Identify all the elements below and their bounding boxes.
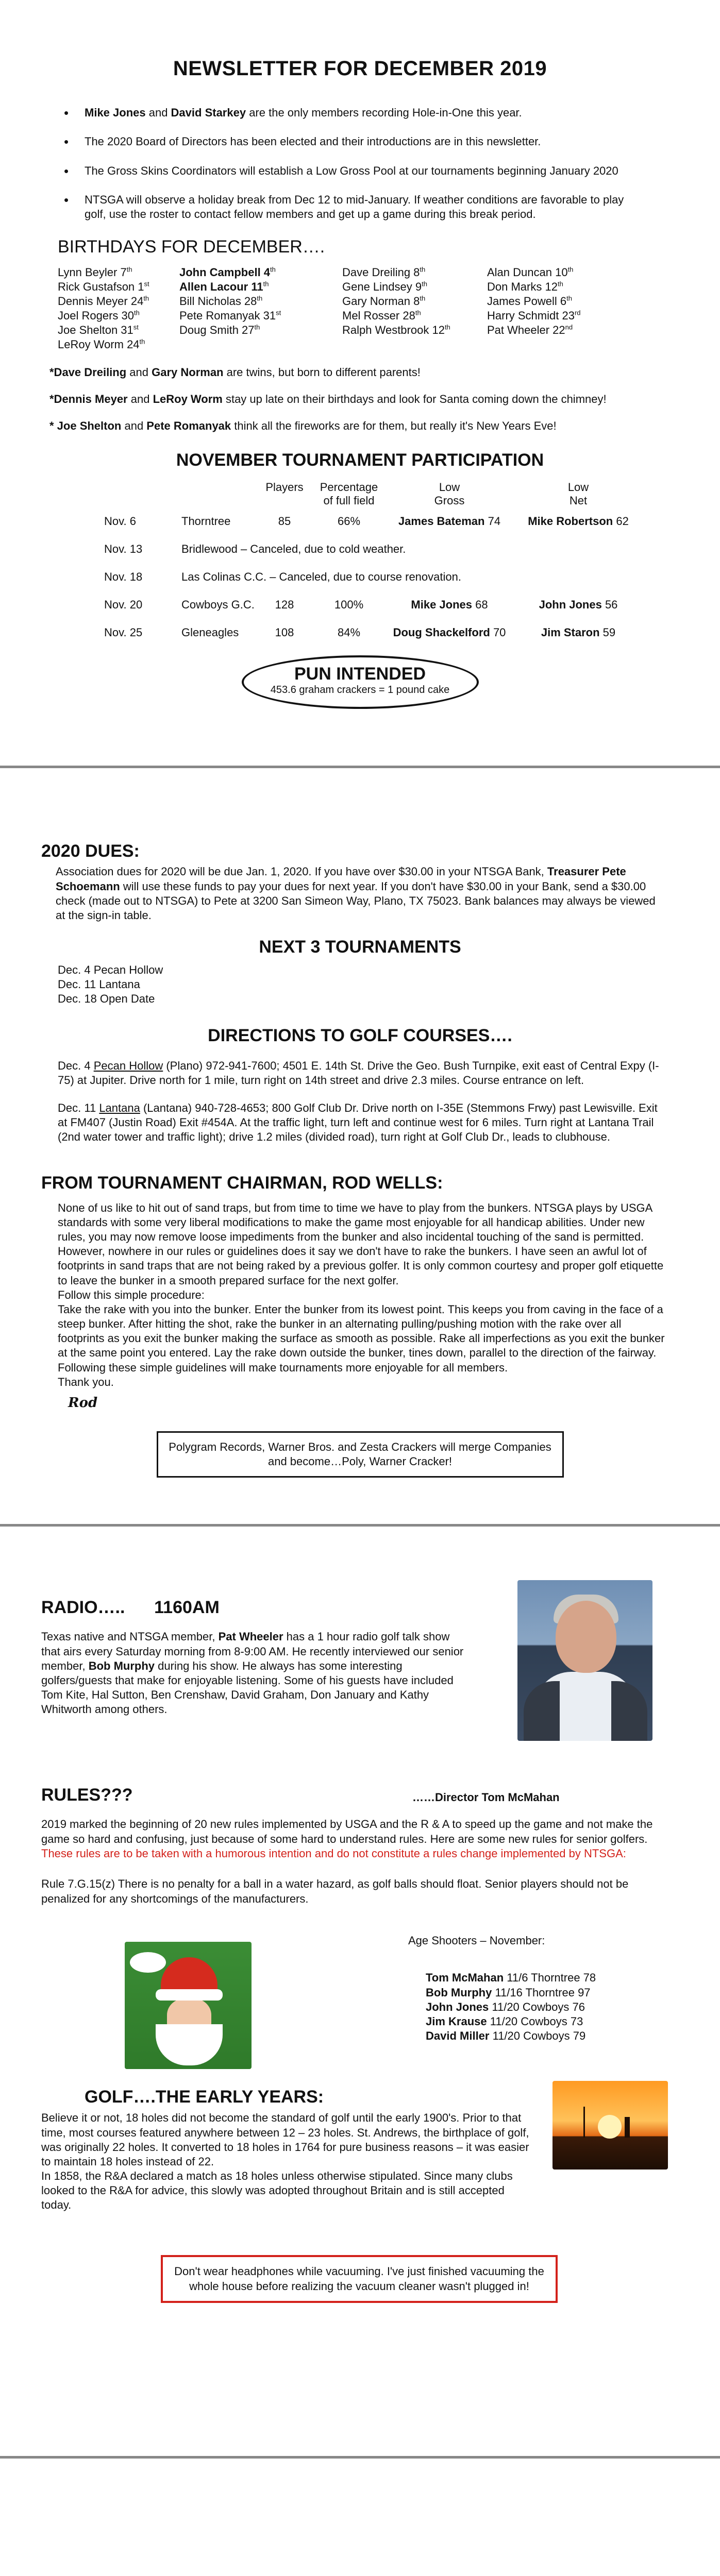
ordinal-suffix: th <box>143 295 149 303</box>
rules-rule: Rule 7.G.15(z) There is no penalty for a ball in a water hazard, as golf balls should float. Senior players should not be penalized for any shortcomings of the manufacturers. <box>41 1877 629 1905</box>
member-name: *Dennis Meyer <box>49 393 128 406</box>
shooter-detail: 11/20 Cowboys 73 <box>487 2014 583 2028</box>
birthday-column <box>487 265 621 352</box>
score: 70 <box>490 625 506 639</box>
score: 59 <box>599 625 616 639</box>
cell-low-net <box>511 625 645 653</box>
page-4 <box>0 2562 720 2576</box>
cell-low-net <box>511 514 645 542</box>
member-name: LeRoy Worm <box>153 393 223 406</box>
next-tournaments-heading: NEXT 3 TOURNAMENTS <box>259 937 461 957</box>
announcement-item: • NTSGA will observe a holiday break from Dec 12 to mid-January. If weather conditions are favorable to play golf, use the roster to contact fellow members and get up a game during this break period. <box>62 193 639 222</box>
photo-detail <box>556 1601 616 1673</box>
birthday-entry <box>179 280 329 294</box>
table-row <box>104 514 645 542</box>
joke-box: Polygram Records, Warner Bros. and Zesta Crackers will merge Companies and become…Poly, Warner Cracker! <box>157 1431 564 1478</box>
photo-detail <box>161 1957 217 1993</box>
ordinal-suffix: th <box>133 309 140 317</box>
ordinal-suffix: st <box>144 280 149 289</box>
member-name: Bob Murphy <box>426 1986 492 1999</box>
paragraph: In 1858, the R&A declared a match as 18 holes unless otherwise stipulated. Since many clubs looked to the R&A for advice, this slowly was adopted throughout Britain and is still accepted today. <box>41 2170 513 2212</box>
birthday-entry <box>58 337 166 352</box>
pun-text: 453.6 graham crackers = 1 pound cake <box>270 684 450 696</box>
ordinal-suffix: rd <box>574 309 581 317</box>
text: Dec. 4 <box>58 1059 94 1072</box>
ordinal-suffix: th <box>557 280 563 289</box>
ordinal-suffix: th <box>126 266 132 274</box>
age-shooters-heading: Age Shooters – November: <box>408 1934 545 1947</box>
cell-players: 85 <box>278 514 291 528</box>
birthday-entry <box>342 265 474 280</box>
member-name: *Dave Dreiling <box>49 366 127 379</box>
paragraph: Following these simple guidelines will make tournaments more enjoyable for all members. <box>58 1361 508 1374</box>
age-shooter-entry <box>426 1971 596 1985</box>
text: RADIO….. <box>41 1598 125 1618</box>
ordinal-suffix: th <box>263 280 269 289</box>
score: 62 <box>613 514 629 528</box>
score: 68 <box>472 598 488 611</box>
birthday-name: Gary Norman 8 <box>342 295 420 308</box>
chairman-heading: FROM TOURNAMENT CHAIRMAN, ROD WELLS: <box>41 1173 443 1193</box>
birthday-name: Allen Lacour 11 <box>179 280 263 294</box>
birthday-entry <box>58 294 166 309</box>
ordinal-suffix: th <box>422 280 427 289</box>
newsletter-title: NEWSLETTER FOR DECEMBER 2019 <box>173 57 547 80</box>
list-item: Dec. 18 Open Date <box>58 992 155 1005</box>
age-shooter-entry <box>426 1986 596 2000</box>
photo-detail <box>156 2024 223 2065</box>
birthday-note <box>49 365 668 380</box>
cell-low-gross <box>388 514 511 542</box>
paragraph: Take the rake with you into the bunker. Enter the bunker from its lowest point. This keeps you from caving in the face of a steep bunker. After hitting the shot, rake the bunker in an alternating pulling/pushing motion with the rake over all footprints as you exit the bunker making the surface as smooth as possible. Rake all imperfections as you exit the bunker at the same point you entered. Lay the rake down outside the bunker, tines down, parallel to the direction of the fairway. <box>58 1302 665 1360</box>
birthday-entry <box>58 323 166 337</box>
text: will use these funds to pay your dues for next year. If you don't have $30.00 in your Bank, send a $30.00 check (made out to NTSGA) to Pete at 3200 San Simeon Way, Plano, TX 75023. Bank balances may always be viewed at the sign-in table. <box>56 879 656 922</box>
birthday-name: Gene Lindsey 9 <box>342 280 422 294</box>
birthday-entry <box>342 294 474 309</box>
header-low-net <box>511 481 645 514</box>
photo-detail <box>625 2117 630 2138</box>
birthday-name: Pat Wheeler 22 <box>487 324 565 337</box>
member-name: Jim Krause <box>426 2014 487 2028</box>
table-row <box>104 625 645 653</box>
dues-heading: 2020 DUES: <box>41 841 140 861</box>
cell-players: 108 <box>275 625 294 639</box>
radio-heading <box>41 1597 220 1619</box>
header-low-gross <box>388 481 511 514</box>
birthday-name: Doug Smith 27 <box>179 324 255 337</box>
birthday-entry <box>58 265 166 280</box>
cell-date: Nov. 18 <box>104 570 143 583</box>
shooter-detail: 11/16 Thorntree 97 <box>492 1986 591 1999</box>
directions-lantana <box>58 1101 666 1144</box>
photo-detail <box>583 2107 585 2138</box>
birthday-name: Alan Duncan 10 <box>487 266 568 279</box>
text: Association dues for 2020 will be due Jan. 1, 2020. If you have over $30.00 in your NTSGA Bank, <box>56 865 547 878</box>
ordinal-suffix: th <box>566 295 572 303</box>
cell-course: Cowboys G.C. <box>181 598 255 611</box>
member-name: David Starkey <box>171 106 246 120</box>
cell-canceled: Bridlewood – Canceled, due to cold weather. <box>181 542 406 555</box>
birthday-column <box>342 265 474 352</box>
radio-text <box>41 1630 464 1717</box>
birthdays-heading: BIRTHDAYS FOR DECEMBER…. <box>58 236 325 257</box>
birthday-column <box>58 265 166 352</box>
table-row <box>104 570 645 598</box>
birthday-name: James Powell 6 <box>487 295 567 308</box>
member-name: Pete Romanyak <box>146 419 231 433</box>
paragraph: None of us like to hit out of sand traps, but from time to time we have to play from the bunkers. NTSGA plays by USGA standards with some very liberal modifications to make the game most enjoyable for all handicap abilities. Under new rules, you may now remove loose impediments from the bunker and also incidental touching of the sand is permitted. However, nowhere in our rules or guidelines does it say we don't have to rake the bunkers. I have seen an awful lot of footprints in sand traps that are not being raked by a previous golfer. It is only common courtesy and proper golf etiquette to leave the bunker in a smooth prepared surface for the next golfer. <box>58 1201 664 1287</box>
birthday-name: Pete Romanyak 31 <box>179 309 276 323</box>
golf-early-text <box>41 2111 531 2212</box>
disclaimer-text: These rules are to be taken with a humorous intention and do not constitute a rules change implemented by NTSGA: <box>41 1846 626 1860</box>
radio-frequency: 1160AM <box>154 1598 220 1618</box>
dues-text <box>56 865 664 923</box>
announcement-list <box>62 106 639 222</box>
member-name: Mike Jones <box>85 106 146 120</box>
photo-detail <box>524 1681 647 1741</box>
winner-name: Jim Staron <box>541 625 600 639</box>
birthday-name: Joe Shelton 31 <box>58 324 133 337</box>
text: and <box>126 366 152 379</box>
pun-title: PUN INTENDED <box>294 664 426 684</box>
cell-course: Thorntree <box>181 514 231 528</box>
announcement-item: • The Gross Skins Coordinators will establish a Low Gross Pool at our tournaments beginning January 2020 <box>62 164 639 178</box>
ordinal-suffix: th <box>254 323 260 331</box>
paragraph: Thank you. <box>58 1375 114 1388</box>
birthday-entry <box>487 280 621 294</box>
next-tournaments-list <box>58 963 720 1006</box>
ordinal-suffix: th <box>257 295 263 303</box>
text: Gross <box>434 494 465 507</box>
birthday-entry <box>179 309 329 323</box>
ordinal-suffix: st <box>133 323 139 331</box>
birthday-name: Don Marks 12 <box>487 280 558 294</box>
rules-heading: RULES??? <box>41 1785 133 1805</box>
rules-intro <box>41 1817 665 1860</box>
table-row <box>104 598 645 625</box>
ordinal-suffix: th <box>139 337 145 346</box>
signature-rod: Rod <box>68 1395 98 1411</box>
text: (Lantana) 940-728-4653; 800 Golf Club Dr. Drive north on I-35E (Stemmons Frwy) past Lewisville. Exit at FM407 (Justin Road) Exit #454A. At the traffic light, turn left and continue west for 6 miles. Turn right at Lantana Trail (2nd water tower and traffic light); drive 1.2 miles (divided road), turn right at Golf Club Dr., leads to clubhouse. <box>58 1101 658 1144</box>
member-name: John Jones <box>426 2000 489 2013</box>
shooter-detail: 11/20 Cowboys 79 <box>489 2029 586 2043</box>
shooter-detail: 11/6 Thorntree 78 <box>504 1971 596 1985</box>
age-shooters-list <box>426 1971 596 2043</box>
text: Percentage <box>320 481 378 494</box>
member-name: David Miller <box>426 2029 490 2043</box>
birthday-entry <box>342 309 474 323</box>
ordinal-suffix: nd <box>565 323 573 331</box>
winner-name: James Bateman <box>398 514 485 528</box>
cell-low-gross <box>388 625 511 653</box>
announcement-item <box>62 106 639 120</box>
birthday-name: Ralph Westbrook 12 <box>342 324 445 337</box>
member-name: * Joe Shelton <box>49 419 122 433</box>
ordinal-suffix: th <box>270 266 276 274</box>
shooter-detail: 11/20 Cowboys 76 <box>489 2000 585 2013</box>
birthday-entry <box>58 309 166 323</box>
golf-early-heading: GOLF….THE EARLY YEARS: <box>85 2087 324 2107</box>
paragraph: Believe it or not, 18 holes did not become the standard of golf until the early 1900's. Prior to that time, most courses featured anywhere between 12 – 23 holes. St. Andrews, the birthplace of golf, was originally 22 holes. It converted to 18 holes in 1764 for pure business reasons – it was easier to maintain 18 holes instead of 22. <box>41 2111 529 2168</box>
age-shooter-entry <box>426 2000 596 2014</box>
photo-detail <box>156 1989 223 2001</box>
score: 56 <box>601 598 618 611</box>
table-header-row <box>104 481 645 514</box>
ordinal-suffix: th <box>420 266 426 274</box>
birthday-entry <box>342 323 474 337</box>
age-shooter-entry <box>426 2014 596 2029</box>
header-players: Players <box>265 481 304 494</box>
tournament-rows <box>104 514 645 653</box>
text: think all the fireworks are for them, but really it's New Years Eve! <box>231 419 557 433</box>
ordinal-suffix: st <box>276 309 281 317</box>
cell-date: Nov. 6 <box>104 514 136 528</box>
cell-low-net <box>511 598 645 625</box>
list-item: Dec. 4 Pecan Hollow <box>58 963 163 976</box>
winner-name: Doug Shackelford <box>393 625 490 639</box>
course-link[interactable]: Pecan Hollow <box>93 1059 163 1072</box>
birthday-grid <box>58 265 720 352</box>
text: (Plano) 972-941-7600; 4501 E. 14th St. Drive the Geo. Bush Turnpike, exit east of Central Expy (I-75) at Jupiter. Drive north for 1 mile, turn right on 14th street and drive 2.3 miles. Course entrance on left. <box>58 1059 659 1087</box>
cell-percentage: 84% <box>337 625 361 639</box>
announcement-item: • The 2020 Board of Directors has been elected and their introductions are in this newsletter. <box>62 134 639 149</box>
birthday-name: Lynn Beyler 7 <box>58 266 127 279</box>
cell-date: Nov. 25 <box>104 625 143 639</box>
text: has a 1 hour radio golf talk show that airs every Saturday morning from 8-9:00 AM. He recently interviewed our senior member, <box>41 1630 464 1672</box>
ordinal-suffix: th <box>567 266 574 274</box>
directions-heading: DIRECTIONS TO GOLF COURSES…. <box>208 1026 512 1045</box>
text: and <box>127 393 153 406</box>
table-row <box>104 542 645 570</box>
cell-canceled: Las Colinas C.C. – Canceled, due to course renovation. <box>181 570 461 583</box>
birthday-name: Rick Gustafson 1 <box>58 280 144 294</box>
text: Dec. 11 <box>58 1101 99 1114</box>
treasurer-name: Treasurer Pete Schoemann <box>56 865 626 893</box>
age-shooter-entry <box>426 2029 596 2043</box>
birthday-entry <box>487 309 621 323</box>
text: Low <box>567 481 589 494</box>
text: and <box>145 106 171 120</box>
ordinal-suffix: th <box>420 295 426 303</box>
tournament-heading: NOVEMBER TOURNAMENT PARTICIPATION <box>176 450 544 470</box>
cell-date: Nov. 20 <box>104 598 143 611</box>
text: during his show. He always has some interesting golfers/guests that make for enjoyable listening. Some of his guests have included Tom Kite, Hal Sutton, Ben Crenshaw, David Graham, Don January and Kathy Whitworth among others. <box>41 1659 454 1716</box>
birthday-entry <box>58 280 166 294</box>
birthday-name: Dave Dreiling 8 <box>342 266 420 279</box>
birthday-entry <box>179 323 329 337</box>
chairman-message <box>58 1201 666 1412</box>
header-blank <box>181 481 259 514</box>
birthday-name: Mel Rosser 28 <box>342 309 415 323</box>
pun-ellipse <box>242 655 479 709</box>
birthday-name: Harry Schmidt 23 <box>487 309 575 323</box>
birthday-entry <box>487 265 621 280</box>
member-name: Pat Wheeler <box>218 1630 283 1643</box>
winner-name: Mike Robertson <box>528 514 613 528</box>
paragraph: Follow this simple procedure: <box>58 1288 205 1301</box>
page-divider <box>0 2456 720 2459</box>
text: are the only members recording Hole-in-One this year. <box>246 106 522 120</box>
page-3 <box>0 1527 720 2562</box>
vacuum-joke-box: Don't wear headphones while vacuuming. I've just finished vacuuming the whole house before realizing the vacuum cleaner wasn't plugged in! <box>161 2255 558 2302</box>
member-name: Tom McMahan <box>426 1971 504 1985</box>
winner-name: Mike Jones <box>411 598 472 611</box>
ordinal-suffix: th <box>444 323 450 331</box>
text: of full field <box>323 494 375 507</box>
rules-byline: ……Director Tom McMahan <box>412 1791 560 1804</box>
score: 74 <box>484 514 501 528</box>
member-name: Bob Murphy <box>88 1659 155 1672</box>
birthday-name: John Campbell 4 <box>179 266 271 279</box>
text: and <box>121 419 147 433</box>
text: are twins, but born to different parents! <box>223 366 421 379</box>
santa-image <box>125 1942 252 2069</box>
header-percentage <box>310 481 388 514</box>
text: Texas native and NTSGA member, <box>41 1630 219 1643</box>
text: stay up late on their birthdays and look for Santa coming down the chimney! <box>222 393 607 406</box>
sunset-golf-image <box>552 2081 668 2170</box>
photo-detail <box>598 2115 622 2139</box>
header-blank <box>104 481 181 514</box>
course-link[interactable]: Lantana <box>99 1101 140 1114</box>
list-item: Dec. 11 Lantana <box>58 977 140 991</box>
winner-name: John Jones <box>539 598 602 611</box>
birthday-entry <box>487 294 621 309</box>
birthday-note <box>49 419 668 433</box>
directions-pecan-hollow <box>58 1059 666 1088</box>
cell-date: Nov. 13 <box>104 542 143 555</box>
member-name: Gary Norman <box>152 366 224 379</box>
cell-low-gross <box>388 598 511 625</box>
tournament-table <box>104 481 645 653</box>
birthday-name: Bill Nicholas 28 <box>179 295 257 308</box>
photo-detail <box>130 1952 166 1973</box>
birthday-note <box>49 392 668 406</box>
birthday-column <box>179 265 329 352</box>
birthday-entry <box>487 323 621 337</box>
cell-course: Gleneagles <box>181 625 239 639</box>
birthday-name: LeRoy Worm 24 <box>58 338 140 351</box>
birthday-entry <box>342 280 474 294</box>
cell-percentage: 100% <box>334 598 364 611</box>
radio-host-photo <box>517 1580 652 1741</box>
cell-players: 128 <box>275 598 294 611</box>
birthday-name: Joel Rogers 30 <box>58 309 134 323</box>
birthday-entry <box>179 265 329 280</box>
birthday-name: Dennis Meyer 24 <box>58 295 144 308</box>
birthday-entry <box>179 294 329 309</box>
text: 2019 marked the beginning of 20 new rules implemented by USGA and the R & A to speed up the game and not make the game so hard and confusing, just because of some hard to understand rules. Here are some new rules for senior golfers. <box>41 1818 653 1845</box>
cell-percentage: 66% <box>337 514 361 528</box>
ordinal-suffix: th <box>415 309 421 317</box>
text: Net <box>569 494 588 507</box>
text: Low <box>439 481 460 494</box>
